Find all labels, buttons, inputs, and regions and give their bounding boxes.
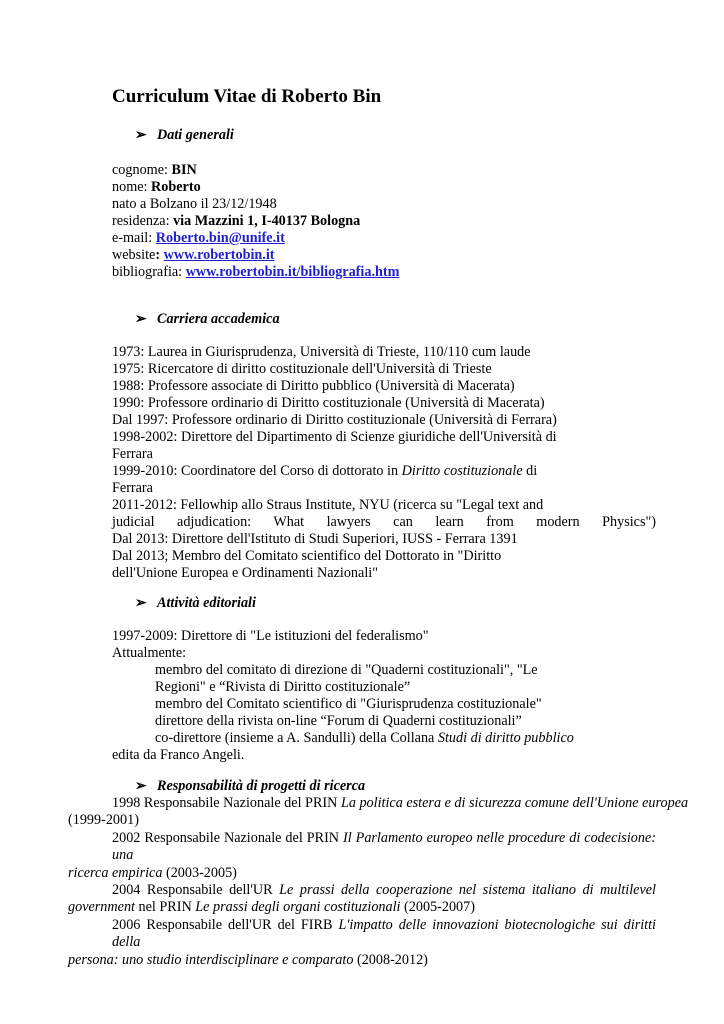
project-line [68,882,656,899]
residenza-line [112,213,656,230]
email-link[interactable]: Roberto.bin@unife.it [155,230,285,246]
career-line: Dal 1997: Professore ordinario di Diritto costituzionale (Università di Ferrara) [112,412,557,428]
project-line [68,917,656,952]
editorial-line: membro del comitato di direzione di "Quaderni costituzionali", "Le [155,662,538,678]
website-label: website [112,247,156,263]
editorial-text: co-direttore (insieme a A. Sandulli) della Collana [155,730,438,746]
section-title: Responsabilità di progetti di ricerca [157,778,366,794]
project-italic: government [68,899,135,916]
section-title: Carriera accademica [157,311,280,327]
residenza-value: via Mazzini 1, I-40137 Bologna [173,213,361,229]
editorial-italic: Studi di diritto pubblico [437,730,574,746]
editorial-line: 1997-2009: Direttore di "Le istituzioni del federalismo" [112,628,429,644]
project-italic: persona: uno studio interdisciplinare e comparato [68,951,354,968]
project-text: nel PRIN [134,899,196,916]
career-line: 1998-2002: Direttore del Dipartimento di Scienze giuridiche dell'Università di [112,429,557,445]
career-text: di [522,463,538,479]
career-line: Dal 2013: Direttore dell'Istituto di Studi Superiori, IUSS - Ferrara 1391 [112,531,518,547]
cognome-value: BIN [171,162,197,178]
career-line: judicial adjudication: What lawyers can learn from modern Physics") [112,514,656,530]
career-text: 1999-2010: Coordinatore del Corso di dottorato in [112,463,402,479]
projects-block [68,795,689,969]
editorial-line [112,730,656,747]
nome-label: nome: [112,179,152,195]
arrow-bullet-icon: ➢ [135,778,147,794]
arrow-bullet-icon: ➢ [135,311,147,327]
section-heading-progetti-ricerca [135,777,365,795]
project-line: (1999-2001) [68,812,139,829]
editorial-line: Attualmente: [112,645,187,661]
birth-line: nato a Bolzano il 23/12/1948 [112,196,277,212]
project-text: 2004 Responsabile dell'UR [112,882,280,899]
project-text: (2003-2005) [162,864,237,881]
website-line [112,247,656,264]
project-italic: Il Parlamento europeo nelle procedure di codecisione: una [112,829,656,864]
project-italic: L'impatto delle innovazioni biotecnologiche sui diritti della [112,916,656,951]
residenza-label: residenza: [112,213,174,229]
email-line [112,230,656,247]
project-italic: La politica estera e di sicurezza comune dell'Unione europea [340,795,689,811]
project-line [68,899,656,916]
arrow-bullet-icon: ➢ [135,127,147,143]
project-line [68,952,656,969]
project-text: 1998 Responsabile Nazionale del PRIN [112,795,341,811]
project-italic: Le prassi della cooperazione nel sistema italiano di multilevel [279,882,656,899]
project-text: 2006 Responsabile dell'UR del FIRB [112,916,339,933]
career-line: Ferrara [112,446,153,462]
editorial-line: Regioni" e “Rivista di Diritto costituzionale” [155,679,411,695]
career-line: 1975: Ricercatore di diritto costituzionale dell'Università di Trieste [112,361,492,377]
page-title: Curriculum Vitae di Roberto Bin [112,86,382,107]
website-link[interactable]: www.robertobin.it [163,247,275,263]
career-line: 1988: Professore associate di Diritto pubblico (Università di Macerata) [112,378,515,394]
cognome-label: cognome: [112,162,172,178]
career-line: dell'Unione Europea e Ordinamenti Nazionali" [112,565,378,581]
career-line: 2011-2012: Fellowhip allo Straus Institute, NYU (ricerca su "Legal text and [112,497,544,513]
project-italic: Le prassi degli organi costituzionali [195,899,401,916]
project-line [68,830,656,865]
project-italic: ricerca empirica [68,864,163,881]
project-line [68,865,656,882]
project-text: 2002 Responsabile Nazionale del PRIN [112,829,344,846]
career-line: 1973: Laurea in Giurisprudenza, Università di Trieste, 110/110 cum laude [112,344,531,360]
email-label: e-mail: [112,230,156,246]
personal-data-block [112,162,656,281]
career-line [112,463,656,480]
project-text: (2008-2012) [353,951,428,968]
career-line: 1990: Professore ordinario di Diritto costituzionale (Università di Macerata) [112,395,545,411]
section-title: Dati generali [157,127,234,143]
bibliografia-line [112,264,656,281]
cognome-line [112,162,656,179]
career-line: Dal 2013; Membro del Comitato scientifico del Dottorato in "Diritto [112,548,502,564]
editorial-line: direttore della rivista on-line “Forum di Quaderni costituzionali” [155,713,522,729]
project-line [68,795,689,812]
section-heading-dati-generali [135,126,234,144]
bibliografia-label: bibliografia: [112,264,186,280]
section-title: Attività editoriali [157,595,256,611]
career-line: Ferrara [112,480,153,496]
editorial-block [112,628,656,764]
editorial-line: membro del Comitato scientifico di "Giurisprudenza costituzionale" [155,696,542,712]
nome-line [112,179,656,196]
section-heading-attivita-editoriali [135,594,256,612]
section-heading-carriera-accademica [135,310,280,328]
arrow-bullet-icon: ➢ [135,595,147,611]
website-colon: : [155,247,164,263]
project-text: (2005-2007) [400,899,475,916]
editorial-line: edita da Franco Angeli. [112,747,245,763]
bibliografia-link[interactable]: www.robertobin.it/bibliografia.htm [185,264,400,280]
career-block [112,344,656,582]
nome-value: Roberto [151,179,201,195]
career-italic: Diritto costituzionale [401,463,523,479]
